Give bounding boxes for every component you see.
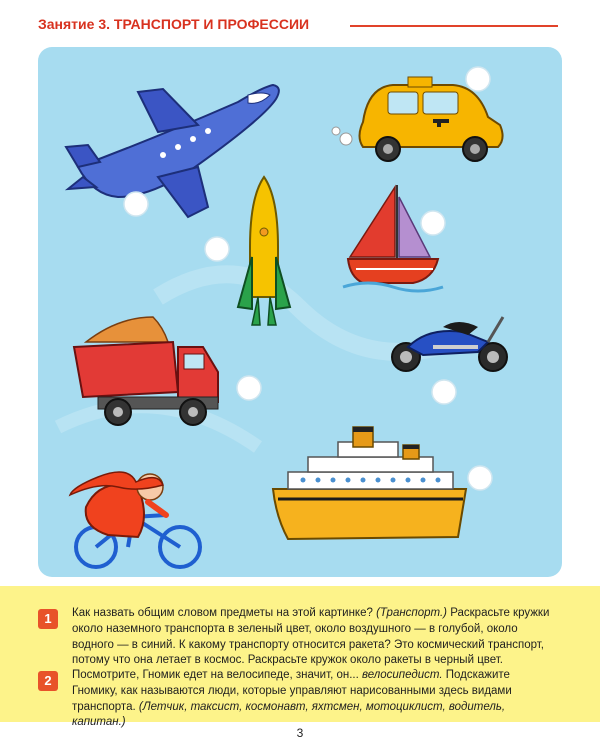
page-title: Занятие 3. ТРАНСПОРТ И ПРОФЕССИИ xyxy=(38,16,310,32)
task-text-part: Посмотрите, Гномик едет на велосипеде, значит, он... xyxy=(72,669,359,681)
task-text-part: Раскрасьте кружки около наземного транспорта в зеленый цвет, около воздушного — в голубой, около водного — в синий. К какому транспорту относится ракета? Это космический транспорт, потому что она летает в космос. Раскрасьте кружок около ракеты в черный цвет. xyxy=(72,607,550,667)
sailboat-circle xyxy=(421,211,445,235)
page-number: 3 xyxy=(296,726,304,740)
sailboat-icon xyxy=(343,185,443,291)
ship-icon xyxy=(273,427,466,539)
airplane-icon xyxy=(66,85,279,217)
task-number-badge: 2 xyxy=(38,671,58,691)
taxi-circle xyxy=(466,67,490,91)
header-rule xyxy=(350,25,558,27)
task-answer: велосипедист. xyxy=(362,669,443,681)
transport-illustration xyxy=(38,47,562,577)
motorcycle-circle xyxy=(432,380,456,404)
task-text xyxy=(72,606,556,669)
gnome-cyclist-icon xyxy=(70,472,200,567)
truck-circle xyxy=(237,376,261,400)
rocket-icon xyxy=(238,177,290,325)
airplane-circle xyxy=(124,192,148,216)
task-answer: (Транспорт.) xyxy=(376,607,448,619)
task-answer: (Летчик, таксист, космонавт, яхтсмен, мотоциклист, водитель, капитан.) xyxy=(72,700,506,729)
task-text-part: Подскажите Гномику, как называются люди, которые управляют нарисованными здесь видами транспорта. xyxy=(72,669,512,713)
page-header xyxy=(38,14,558,36)
ship-circle xyxy=(468,466,492,490)
task-text xyxy=(72,668,556,731)
motorcycle-icon xyxy=(392,317,507,371)
rocket-circle xyxy=(205,237,229,261)
task-number-badge: 1 xyxy=(38,609,58,629)
task-text-part: Как назвать общим словом предметы на этой картинке? xyxy=(72,607,373,619)
